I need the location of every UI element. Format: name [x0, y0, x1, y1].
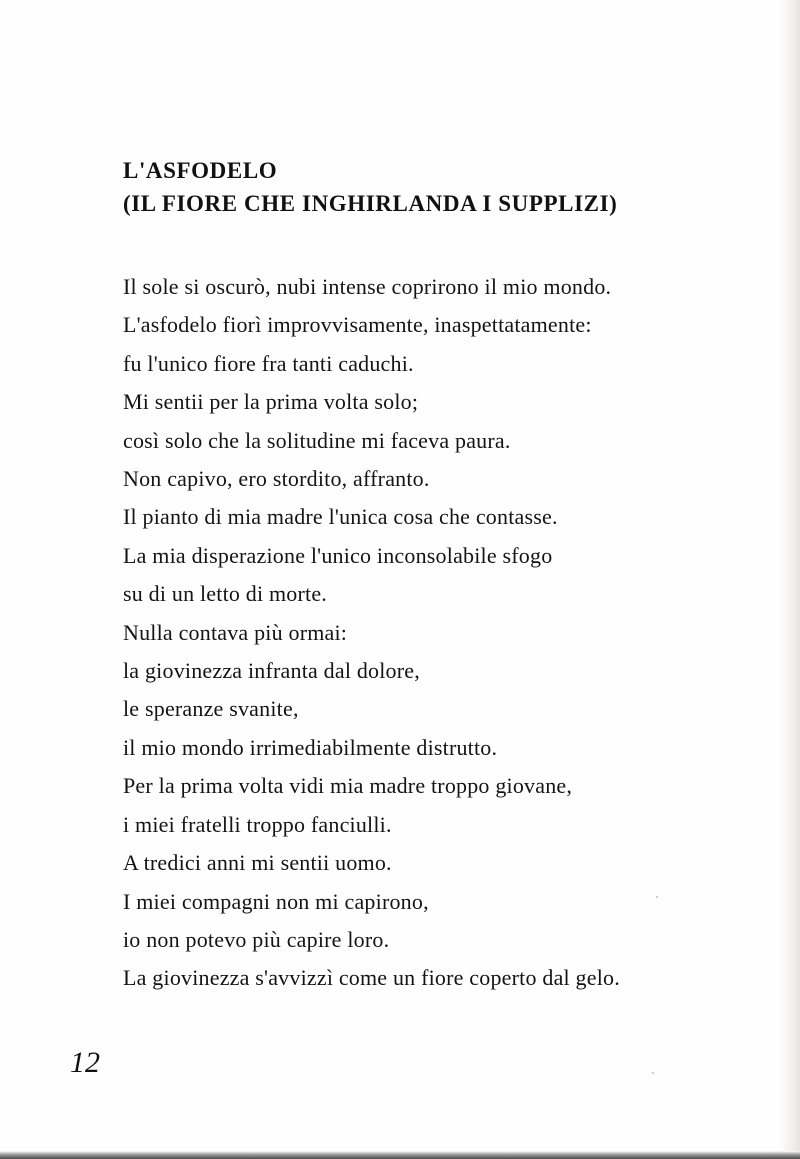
poem-line: il mio mondo irrimediabilmente distrutto. — [123, 734, 498, 760]
paper-speck — [656, 896, 658, 898]
poem-line: L'asfodelo fiorì improvvisamente, inaspettatamente: — [123, 312, 592, 338]
title-line-2: (IL FIORE CHE INGHIRLANDA I SUPPLIZI) — [123, 191, 618, 216]
poem-line: la giovinezza infranta dal dolore, — [123, 658, 420, 684]
page-edge-shadow — [778, 0, 800, 1159]
poem-line: io non potevo più capire loro. — [123, 926, 390, 952]
poem-line: così solo che la solitudine mi faceva paura. — [123, 427, 511, 453]
page-number: 12 — [70, 1046, 100, 1079]
poem-line: Mi sentii per la prima volta solo; — [123, 389, 419, 415]
poem-line: su di un letto di morte. — [123, 581, 328, 607]
poem-line: Il pianto di mia madre l'unica cosa che contasse. — [123, 504, 558, 530]
poem-line: fu l'unico fiore fra tanti caduchi. — [123, 350, 414, 376]
poem-line: I miei compagni non mi capirono, — [123, 888, 429, 914]
poem-line: Per la prima volta vidi mia madre troppo giovane, — [123, 773, 573, 799]
poem-body — [123, 268, 763, 998]
poem-line: Non capivo, ero stordito, affranto. — [123, 466, 430, 492]
poem-line: le speranze svanite, — [123, 696, 299, 722]
poem-title — [123, 154, 763, 220]
poem-line: i miei fratelli troppo fanciulli. — [123, 811, 392, 837]
paper-speck — [652, 1072, 654, 1074]
poem-line: Nulla contava più ormai: — [123, 619, 348, 645]
poem-line: La mia disperazione l'unico inconsolabile sfogo — [123, 542, 553, 568]
title-line-1: L'ASFODELO — [123, 158, 278, 183]
poem-line: La giovinezza s'avvizzì come un fiore coperto dal gelo. — [123, 965, 620, 991]
page-bottom-edge — [0, 1151, 800, 1159]
poem-line: Il sole si oscurò, nubi intense coprirono il mio mondo. — [123, 274, 612, 299]
poem-line: A tredici anni mi sentii uomo. — [123, 850, 392, 876]
